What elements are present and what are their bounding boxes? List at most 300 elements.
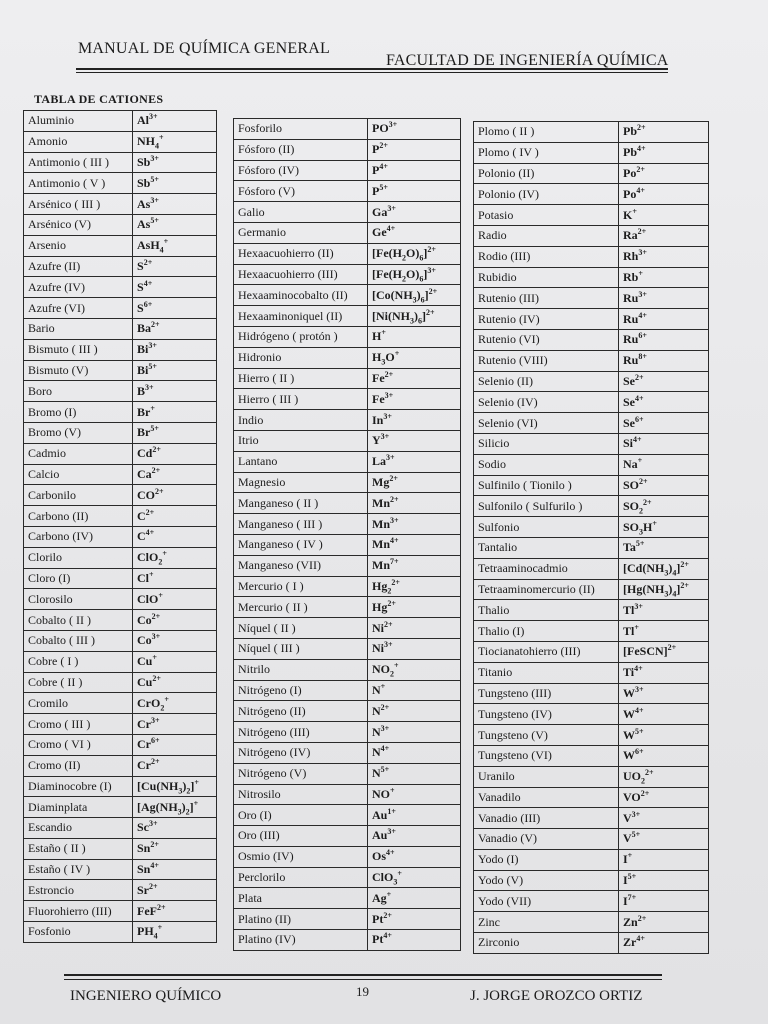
cation-name: Bario <box>24 318 133 339</box>
cation-name: Bromo (V) <box>24 422 133 443</box>
cation-name: Azufre (IV) <box>24 277 133 298</box>
cation-name: Radio <box>474 225 619 246</box>
cation-name: Zinc <box>474 912 619 933</box>
cation-name: Boro <box>24 381 133 402</box>
cation-formula: NO+ <box>368 784 461 805</box>
cation-formula: $As^{3+}$ <box>133 194 217 215</box>
cation-name: Indio <box>234 410 368 431</box>
table-row <box>474 392 709 413</box>
cation-formula: $Zn^{2+}$ <box>619 912 709 933</box>
cation-name: Yodo (VII) <box>474 891 619 912</box>
table-row <box>474 600 709 621</box>
cation-name: Clorilo <box>24 547 133 568</box>
cation-table-column-3 <box>473 121 709 954</box>
cation-formula: Br+ <box>133 402 217 423</box>
table-row <box>234 326 461 347</box>
cation-name: Carbonilo <box>24 485 133 506</box>
table-row <box>24 256 217 277</box>
cation-name: Polonio (IV) <box>474 184 619 205</box>
table-row <box>24 672 217 693</box>
table-row <box>24 402 217 423</box>
cation-formula: $Ti^{4+}$ <box>619 662 709 683</box>
table-row <box>24 339 217 360</box>
cation-formula: $Ra^{2+}$ <box>619 225 709 246</box>
cation-name: Carbono (II) <box>24 506 133 527</box>
header-rule <box>76 68 668 70</box>
cation-name: Fosforilo <box>234 119 368 140</box>
cation-name: Diaminocobre (I) <box>24 776 133 797</box>
table-row <box>24 568 217 589</box>
cation-name: Antimonio ( III ) <box>24 152 133 173</box>
cation-name: Potasio <box>474 205 619 226</box>
cation-name: Bromo (I) <box>24 402 133 423</box>
table-row <box>234 576 461 597</box>
cation-name: Platino (II) <box>234 909 368 930</box>
header-rule-thin <box>76 72 668 73</box>
cation-name: Hierro ( III ) <box>234 389 368 410</box>
table-row <box>474 641 709 662</box>
cation-formula: AsH$_4$+ <box>133 235 217 256</box>
table-row <box>24 298 217 319</box>
cation-name: Plomo ( IV ) <box>474 142 619 163</box>
table-row <box>24 693 217 714</box>
cation-formula: $Pt^{2+}$ <box>368 909 461 930</box>
table-row <box>234 638 461 659</box>
cation-formula: $P^{2+}$ <box>368 139 461 160</box>
table-row <box>234 285 461 306</box>
cation-name: Níquel ( II ) <box>234 618 368 639</box>
cation-formula: $PO^{3+}$ <box>368 119 461 140</box>
cation-formula: $Ru^{3+}$ <box>619 288 709 309</box>
cation-formula: I+ <box>619 849 709 870</box>
table-row <box>234 451 461 472</box>
cation-name: Hexaaminocobalto (II) <box>234 285 368 306</box>
table-row <box>234 659 461 680</box>
cation-formula: $Ta^{5+}$ <box>619 537 709 558</box>
cation-name: Tetraaminocadmio <box>474 558 619 579</box>
cation-formula: $Au^{1+}$ <box>368 805 461 826</box>
table-row <box>24 506 217 527</box>
table-row <box>24 734 217 755</box>
table-row <box>474 725 709 746</box>
cation-name: Vanadilo <box>474 787 619 808</box>
cation-formula: $B^{3+}$ <box>133 381 217 402</box>
cation-formula: CrO$_2$+ <box>133 693 217 714</box>
cation-name: Oro (III) <box>234 826 368 847</box>
table-row <box>24 651 217 672</box>
table-row <box>234 846 461 867</box>
cation-formula: $UO_2^{2+}$ <box>619 766 709 787</box>
cation-formula: $Pb^{2+}$ <box>619 122 709 143</box>
cation-formula: $Cd^{2+}$ <box>133 443 217 464</box>
cation-formula: $S^{2+}$ <box>133 256 217 277</box>
cation-name: Aluminio <box>24 111 133 132</box>
table-row <box>234 722 461 743</box>
cation-name: Fosfonio <box>24 922 133 943</box>
cation-formula: $Hg_2^{2+}$ <box>368 576 461 597</box>
cation-formula: Cl+ <box>133 568 217 589</box>
table-row <box>234 701 461 722</box>
table-row <box>474 517 709 538</box>
cation-formula: $Si^{4+}$ <box>619 433 709 454</box>
cation-name: Calcio <box>24 464 133 485</box>
cation-name: Tungsteno (IV) <box>474 704 619 725</box>
cation-name: Hidrógeno ( protón ) <box>234 326 368 347</box>
table-row <box>474 371 709 392</box>
table-row <box>474 309 709 330</box>
cation-formula: Rb+ <box>619 267 709 288</box>
table-row <box>234 909 461 930</box>
cation-name: Plomo ( II ) <box>474 122 619 143</box>
cation-formula: $H_3O^+$ <box>368 347 461 368</box>
cation-name: Fósforo (II) <box>234 139 368 160</box>
cation-formula: $NO_2^+$ <box>368 659 461 680</box>
table-row <box>234 264 461 285</box>
table-row <box>474 475 709 496</box>
cation-name: Nitrógeno (V) <box>234 763 368 784</box>
cation-formula: N+ <box>368 680 461 701</box>
cation-formula: $SO_3H^+$ <box>619 517 709 538</box>
cation-name: Manganeso (VII) <box>234 555 368 576</box>
cation-formula: $Sb^{3+}$ <box>133 152 217 173</box>
cation-formula: Na+ <box>619 454 709 475</box>
cation-formula: $Ru^{8+}$ <box>619 350 709 371</box>
cation-name: Manganeso ( IV ) <box>234 534 368 555</box>
table-row <box>24 277 217 298</box>
table-row <box>474 870 709 891</box>
header-faculty-title: FACULTAD DE INGENIERÍA QUÍMICA <box>386 52 669 69</box>
table-row <box>24 152 217 173</box>
cation-name: Rutenio (IV) <box>474 309 619 330</box>
table-row <box>474 225 709 246</box>
cation-formula: $Hg^{2+}$ <box>368 597 461 618</box>
table-row <box>234 555 461 576</box>
table-row <box>474 787 709 808</box>
cation-name: Bismuto ( III ) <box>24 339 133 360</box>
table-row <box>234 493 461 514</box>
cation-name: Osmio (IV) <box>234 846 368 867</box>
cation-formula: $Ca^{2+}$ <box>133 464 217 485</box>
cation-name: Germanio <box>234 222 368 243</box>
cation-name: Estaño ( IV ) <box>24 859 133 880</box>
cation-name: Sulfonio <box>474 517 619 538</box>
cation-name: Sulfonilo ( Sulfurilo ) <box>474 496 619 517</box>
table-row <box>24 360 217 381</box>
cation-name: Rutenio (VI) <box>474 329 619 350</box>
cation-name: Selenio (II) <box>474 371 619 392</box>
cation-name: Escandio <box>24 818 133 839</box>
footer-author-title: INGENIERO QUÍMICO <box>70 988 222 1004</box>
cation-formula: $Po^{2+}$ <box>619 163 709 184</box>
cation-name: Azufre (VI) <box>24 298 133 319</box>
cation-name: Bismuto (V) <box>24 360 133 381</box>
cation-name: Sulfinilo ( Tionilo ) <box>474 475 619 496</box>
cation-name: Thalio (I) <box>474 621 619 642</box>
table-row <box>474 142 709 163</box>
cation-formula: $I^{5+}$ <box>619 870 709 891</box>
table-row <box>24 381 217 402</box>
table-row <box>234 389 461 410</box>
table-row <box>234 368 461 389</box>
cation-formula: $Se^{2+}$ <box>619 371 709 392</box>
cation-name: Plata <box>234 888 368 909</box>
cation-formula: $Bi^{5+}$ <box>133 360 217 381</box>
table-row <box>474 579 709 600</box>
cation-formula: $P^{5+}$ <box>368 181 461 202</box>
cation-formula: $VO^{2+}$ <box>619 787 709 808</box>
cation-formula: $Bi^{3+}$ <box>133 339 217 360</box>
cation-formula: $Sc^{3+}$ <box>133 818 217 839</box>
cation-formula: $Zr^{4+}$ <box>619 933 709 954</box>
table-row <box>474 246 709 267</box>
cation-formula: $Cr^{3+}$ <box>133 714 217 735</box>
table-row <box>234 534 461 555</box>
cation-formula: $SO^{2+}$ <box>619 475 709 496</box>
table-title: TABLA DE CATIONES <box>34 92 164 106</box>
table-row <box>474 662 709 683</box>
table-row <box>234 430 461 451</box>
cation-formula: $Ru^{6+}$ <box>619 329 709 350</box>
cation-formula: $Sn^{2+}$ <box>133 838 217 859</box>
cation-formula: $NH_4^+$ <box>133 131 217 152</box>
cation-formula: $V^{5+}$ <box>619 829 709 850</box>
cation-name: Arsénico (V) <box>24 214 133 235</box>
cation-name: Arsénico ( III ) <box>24 194 133 215</box>
cation-formula: $Ni^{2+}$ <box>368 618 461 639</box>
cation-name: Mercurio ( I ) <box>234 576 368 597</box>
cation-name: Lantano <box>234 451 368 472</box>
table-row <box>234 514 461 535</box>
table-row <box>234 160 461 181</box>
table-row <box>24 235 217 256</box>
table-row <box>234 742 461 763</box>
cation-name: Tungsteno (III) <box>474 683 619 704</box>
cation-name: Cadmio <box>24 443 133 464</box>
cation-name: Manganeso ( III ) <box>234 514 368 535</box>
table-row <box>234 139 461 160</box>
cation-name: Vanadio (V) <box>474 829 619 850</box>
cation-formula: $C^{2+}$ <box>133 506 217 527</box>
cation-formula: $W^{4+}$ <box>619 704 709 725</box>
cation-name: Tantalio <box>474 537 619 558</box>
cation-formula: K+ <box>619 205 709 226</box>
cation-name: Thalio <box>474 600 619 621</box>
table-row <box>234 784 461 805</box>
cation-name: Hexaacuohierro (II) <box>234 243 368 264</box>
cation-name: Nitrógeno (III) <box>234 722 368 743</box>
cation-name: Titanio <box>474 662 619 683</box>
cation-name: Selenio (VI) <box>474 413 619 434</box>
table-row <box>234 763 461 784</box>
cation-formula: $Cr^{2+}$ <box>133 755 217 776</box>
cation-formula: $P^{4+}$ <box>368 160 461 181</box>
table-row <box>234 597 461 618</box>
cation-formula: $Ga^{3+}$ <box>368 202 461 223</box>
cation-name: Hexaacuohierro (III) <box>234 264 368 285</box>
cation-name: Rodio (III) <box>474 246 619 267</box>
cation-formula: ClO$_2$+ <box>133 547 217 568</box>
table-row <box>234 222 461 243</box>
table-row <box>24 776 217 797</box>
cation-formula: $Mg^{2+}$ <box>368 472 461 493</box>
table-row <box>474 745 709 766</box>
table-row <box>474 454 709 475</box>
table-row <box>234 347 461 368</box>
cation-name: Estroncio <box>24 880 133 901</box>
table-row <box>24 131 217 152</box>
table-row <box>474 933 709 954</box>
cation-formula: $Ba^{2+}$ <box>133 318 217 339</box>
table-row <box>24 485 217 506</box>
table-row <box>24 859 217 880</box>
cation-name: Cobalto ( II ) <box>24 610 133 631</box>
table-row <box>24 318 217 339</box>
table-row <box>234 826 461 847</box>
cation-name: Estaño ( II ) <box>24 838 133 859</box>
cation-formula: ClO+ <box>133 589 217 610</box>
table-row <box>474 704 709 725</box>
cation-name: Selenio (IV) <box>474 392 619 413</box>
cation-formula: $[Hg(NH_3)_4]^{2+}$ <box>619 579 709 600</box>
table-row <box>234 472 461 493</box>
cation-name: Rubidio <box>474 267 619 288</box>
table-row <box>474 205 709 226</box>
cation-formula: $Br^{5+}$ <box>133 422 217 443</box>
cation-name: Hierro ( II ) <box>234 368 368 389</box>
cation-formula: $Se^{4+}$ <box>619 392 709 413</box>
cation-name: Oro (I) <box>234 805 368 826</box>
table-row <box>24 714 217 735</box>
table-row <box>24 589 217 610</box>
cation-formula: $[Cu(NH_3)_2]^+$ <box>133 776 217 797</box>
footer-author-name: J. JORGE OROZCO ORTIZ <box>470 988 643 1004</box>
cation-formula: [FeSCN]$^{2+}$ <box>619 641 709 662</box>
cation-formula: $Ge^{4+}$ <box>368 222 461 243</box>
cation-formula: $[Cd(NH_3)_4]^{2+}$ <box>619 558 709 579</box>
cation-name: Yodo (V) <box>474 870 619 891</box>
cation-formula: $Ni^{3+}$ <box>368 638 461 659</box>
cation-name: Zirconio <box>474 933 619 954</box>
cation-formula: $Po^{4+}$ <box>619 184 709 205</box>
table-row <box>474 184 709 205</box>
cation-formula: $Tl^{3+}$ <box>619 600 709 621</box>
cation-table-column-2 <box>233 118 461 951</box>
cation-formula: $SO_2^{2+}$ <box>619 496 709 517</box>
cation-formula: $N^{3+}$ <box>368 722 461 743</box>
cation-name: Polonio (II) <box>474 163 619 184</box>
cation-name: Nitrógeno (IV) <box>234 742 368 763</box>
cation-formula: $[Fe(H_2O)_6]^{2+}$ <box>368 243 461 264</box>
cation-formula: $Y^{3+}$ <box>368 430 461 451</box>
table-row <box>474 912 709 933</box>
cation-formula: $Se^{6+}$ <box>619 413 709 434</box>
cation-name: Cromilo <box>24 693 133 714</box>
table-row <box>474 829 709 850</box>
table-row <box>24 194 217 215</box>
cation-name: Sodio <box>474 454 619 475</box>
cation-formula: $La^{3+}$ <box>368 451 461 472</box>
table-row <box>474 683 709 704</box>
cation-formula: FeF$^{2+}$ <box>133 901 217 922</box>
table-row <box>24 818 217 839</box>
cation-formula: $V^{3+}$ <box>619 808 709 829</box>
cation-formula: $S^{6+}$ <box>133 298 217 319</box>
cation-name: Tetraaminomercurio (II) <box>474 579 619 600</box>
page-number: 19 <box>356 984 369 999</box>
cation-formula: $[Ni(NH_3)_6]^{2+}$ <box>368 306 461 327</box>
table-row <box>474 163 709 184</box>
cation-name: Amonio <box>24 131 133 152</box>
cation-name: Cromo ( VI ) <box>24 734 133 755</box>
cation-formula: $N^{4+}$ <box>368 742 461 763</box>
cation-name: Vanadio (III) <box>474 808 619 829</box>
cation-name: Cobre ( II ) <box>24 672 133 693</box>
table-row <box>474 558 709 579</box>
cation-formula: $Sb^{5+}$ <box>133 173 217 194</box>
table-row <box>24 173 217 194</box>
cation-name: Tungsteno (V) <box>474 725 619 746</box>
cation-formula: $Mn^{2+}$ <box>368 493 461 514</box>
cation-name: Cromo (II) <box>24 755 133 776</box>
cation-name: Rutenio (III) <box>474 288 619 309</box>
cation-formula: $Au^{3+}$ <box>368 826 461 847</box>
cation-name: Azufre (II) <box>24 256 133 277</box>
cation-name: Nitrógeno (I) <box>234 680 368 701</box>
table-row <box>24 922 217 943</box>
cation-formula: $Cr^{6+}$ <box>133 734 217 755</box>
cation-name: Perclorilo <box>234 867 368 888</box>
cation-formula: $As^{5+}$ <box>133 214 217 235</box>
table-row <box>234 805 461 826</box>
table-row <box>474 766 709 787</box>
table-row <box>474 891 709 912</box>
table-row <box>234 202 461 223</box>
table-row <box>24 111 217 132</box>
cation-name: Itrio <box>234 430 368 451</box>
table-row <box>474 267 709 288</box>
cation-formula: $Pb^{4+}$ <box>619 142 709 163</box>
cation-formula: $[Fe(H_2O)_6]^{3+}$ <box>368 264 461 285</box>
cation-name: Rutenio (VIII) <box>474 350 619 371</box>
table-row <box>234 119 461 140</box>
table-row <box>24 464 217 485</box>
table-row <box>474 122 709 143</box>
cation-name: Arsenio <box>24 235 133 256</box>
table-row <box>474 288 709 309</box>
cation-formula: Ag+ <box>368 888 461 909</box>
cation-name: Clorosilo <box>24 589 133 610</box>
table-row <box>474 350 709 371</box>
table-row <box>24 880 217 901</box>
table-row <box>24 443 217 464</box>
cation-name: Carbono (IV) <box>24 526 133 547</box>
table-row <box>24 422 217 443</box>
table-row <box>474 413 709 434</box>
footer-rule-thin <box>64 979 662 980</box>
cation-formula: Cu+ <box>133 651 217 672</box>
table-row <box>474 537 709 558</box>
table-row <box>234 867 461 888</box>
cation-formula: $PH_4^+$ <box>133 922 217 943</box>
cation-formula: $Fe^{2+}$ <box>368 368 461 389</box>
cation-formula: $Os^{4+}$ <box>368 846 461 867</box>
cation-formula: $Mn^{7+}$ <box>368 555 461 576</box>
cation-formula: $N^{2+}$ <box>368 701 461 722</box>
cation-formula: $Pt^{4+}$ <box>368 930 461 951</box>
cation-formula: $S^{4+}$ <box>133 277 217 298</box>
cation-formula: H+ <box>368 326 461 347</box>
table-row <box>474 808 709 829</box>
